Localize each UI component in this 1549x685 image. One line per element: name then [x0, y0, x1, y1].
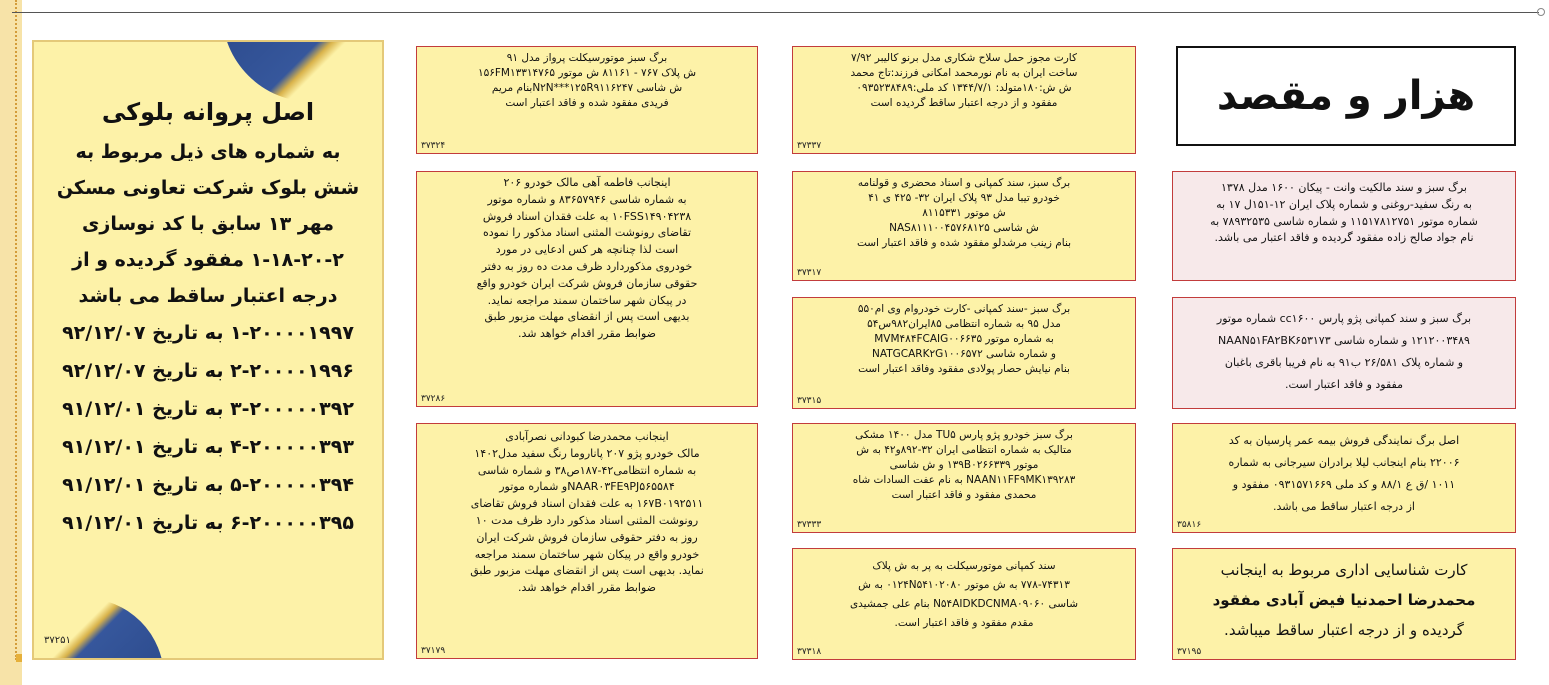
- ad-line: ساخت ایران به نام نورمحمد امکانی فرزند:تاج محمد: [850, 67, 1078, 79]
- decorative-swirl-bottom: [32, 598, 164, 660]
- block-permit-item: ۵-۲۰۰۰۰۰۳۹۴ به تاریخ ۹۱/۱۲/۰۱: [62, 474, 354, 496]
- ad-line: ش شاسی NAS۸۱۱۱۰۰۴۵۷۶۸۱۲۵: [889, 222, 1039, 234]
- site-logo: [1176, 46, 1516, 146]
- ad-line: رونوشت المثنی اسناد مذکور دارد ظرف مدت ۱۰: [475, 513, 699, 527]
- ad-line: محمدی مفقود و فاقد اعتبار است: [891, 489, 1037, 501]
- ad-line: در پیکان شهر ساختمان سمند مراجعه نماید.: [487, 293, 687, 307]
- ad-line: برگ سبز -سند کمپانی -کارت خودروام وی ام۵۵۰: [857, 303, 1071, 315]
- ad-line: مفقود و از درجه اعتبار ساقط گردیده است: [870, 97, 1058, 109]
- classified-ad: [1172, 423, 1516, 533]
- ad-line: اصل برگ نمایندگی فروش بیمه عمر پارسیان به کد: [1228, 434, 1460, 447]
- ad-line: محمدرضا احمدنیا فیض آبادی مفقود: [1212, 591, 1476, 609]
- ad-line: ۷۷۸-۷۴۳۱۳ به ش موتور ۰۱۲۴N۵۴۱۰۲۰۸۰ به ش: [858, 579, 1070, 591]
- ad-line: از درجه اعتبار ساقط می باشد.: [1273, 500, 1415, 513]
- ad-line: تقاضای رونوشت المثنی اسناد مذکور را نموده: [482, 226, 692, 240]
- ad-line: و شماره پلاک ۲۶/۵۸۱ ب۹۱ به نام فریبا باقری باغبان: [1224, 356, 1464, 369]
- block-permit-line: به شماره های ذیل مربوط به: [75, 141, 341, 163]
- top-rule: [12, 12, 1539, 13]
- classified-ad: [416, 46, 758, 154]
- ad-line: ۱۲۱۲۰۰۳۴۸۹ و شماره شاسی NAAN۵۱FA۲BK۶۵۳۱۷۳: [1218, 334, 1470, 347]
- ad-line: برگ سبز موتورسیکلت پرواز مدل ۹۱: [506, 52, 668, 64]
- ad-line: نام جواد صالح زاده مفقود گردیده و فاقد اعتبار می باشد.: [1214, 231, 1474, 245]
- ad-line: اینجانب فاطمه آهی مالک خودرو ۲۰۶: [503, 176, 671, 189]
- ad-line: NAAN۱۱FF۹MK۱۳۹۲۸۳ به نام عفت السادات شاه: [852, 474, 1076, 486]
- ad-line: است لذا چنانچه هر کس ادعایی در مورد: [495, 243, 679, 257]
- ad-code: ۳۷۳۱۵: [797, 396, 822, 406]
- block-permit-line: مهر ۱۳ سابق با کد نوسازی: [81, 213, 334, 235]
- ad-line: برگ سبز و سند مالکیت وانت - پیکان ۱۶۰۰ مدل ۱۳۷۸: [1221, 181, 1467, 194]
- ad-code: ۳۷۱۹۵: [1177, 647, 1202, 657]
- classified-ad: [416, 423, 758, 659]
- ad-code: ۳۷۳۲۴: [421, 141, 446, 151]
- ad-line: حقوقی سازمان فروش شرکت ایران خودرو واقع: [476, 276, 698, 290]
- ad-line: ش موتور ۸۱۱۵۳۳۱: [922, 207, 1006, 219]
- left-dotted-rule: [15, 0, 17, 660]
- ad-line: موتور ۱۳۹B۰۲۶۶۳۳۹ و ش شاسی: [889, 459, 1039, 471]
- ad-line: به شماره شاسی ۸۳۶۵۷۹۴۶ و شماره موتور: [487, 192, 687, 206]
- ad-line: گردیده و از درجه اعتبار ساقط میباشد.: [1224, 621, 1464, 639]
- block-permit-item: ۲-۲۰۰۰۰۱۹۹۶ به تاریخ ۹۲/۱۲/۰۷: [62, 360, 354, 382]
- ad-line: ش ش:۱۸۰متولد: ۱۳۴۴/۷/۱ کد ملی:۰۹۳۵۲۳۸۴۸۹: [856, 82, 1072, 94]
- ad-line: برگ سبز خودرو پژو پارس TU۵ مدل ۱۴۰۰ مشکی: [855, 429, 1073, 441]
- classified-ad: [792, 171, 1136, 281]
- ad-line: خودرو تیبا مدل ۹۳ پلاک ایران ۳۲- ۴۲۵ ی ۴۱: [868, 192, 1060, 204]
- ad-line: اینجانب محمدرضا کبودانی نصرآبادی: [505, 430, 669, 443]
- ad-code: ۳۷۳۳۷: [797, 141, 822, 151]
- block-permit-line: درجه اعتبار ساقط می باشد: [78, 285, 338, 307]
- ad-line: ۲۲۰۰۶ بنام اینجانب لیلا برادران سیرجانی به شماره: [1228, 456, 1460, 469]
- logo-text: هزار و مقصد: [1216, 73, 1476, 119]
- block-permit-item: ۳-۲۰۰۰۰۰۳۹۲ به تاریخ ۹۱/۱۲/۰۱: [62, 398, 354, 420]
- ad-line: برگ سبز و سند کمپانی پژو پارس cc۱۶۰۰ شماره موتور: [1216, 312, 1472, 325]
- ad-line: ۱۶۷B۰۱۹۲۵۱۱ به علت فقدان اسناد فروش تقاضای: [470, 497, 704, 511]
- block-permit-item: ۴-۲۰۰۰۰۰۳۹۳ به تاریخ ۹۱/۱۲/۰۱: [62, 436, 354, 458]
- ad-code: ۳۷۲۵۱: [44, 635, 71, 646]
- classified-ad: [792, 423, 1136, 533]
- classified-ad: [1172, 171, 1516, 281]
- ad-code: ۳۵۸۱۶: [1177, 520, 1202, 530]
- ad-line: سند کمپانی موتورسیکلت به پر به ش پلاک: [872, 560, 1056, 572]
- classified-ad: [792, 297, 1136, 409]
- block-permit-item: ۱-۲۰۰۰۰۱۹۹۷ به تاریخ ۹۲/۱۲/۰۷: [62, 322, 354, 344]
- ad-line: مدل ۹۵ به شماره انتظامی ۸۵ایران۹۸۲س۵۴: [867, 318, 1061, 330]
- ad-line: ضوابط مقرر اقدام خواهد شد.: [518, 327, 656, 341]
- ad-line: متالیک به شماره انتظامی ایران ۳۲-۸۹۲و۴۲ به ش: [856, 444, 1072, 456]
- ad-line: ش شاسی N۲N***۱۲۵R۹۱۱۶۲۴۷بنام مریم: [491, 82, 683, 94]
- ad-code: ۳۷۳۱۷: [797, 268, 822, 278]
- ad-line: به رنگ سفید-روغنی و شماره پلاک ایران ۱۲-۱۵۱ل ۱۷ به: [1216, 197, 1472, 211]
- ad-line: برگ سبز، سند کمپانی و اسناد محضری و قولنامه: [857, 177, 1071, 189]
- ad-line: خودرو واقع در پیکان شهر ساختمان سمند مراجعه: [474, 547, 700, 561]
- ad-line: شاسی N۵۴AIDKDCNMA۰۹۰۶۰ بنام علی جمشیدی: [849, 598, 1079, 610]
- ad-line: بنام نیایش حصار پولادی مفقود وفاقد اعتبار است: [858, 363, 1070, 375]
- ad-line: به شماره موتور MVM۴۸۴FCAIG۰۰۶۶۳۵: [874, 333, 1054, 345]
- ad-line: فریدی مفقود شده و فاقد اعتبار است: [505, 97, 669, 109]
- classified-ad: [792, 548, 1136, 660]
- ad-code: ۳۷۳۱۸: [797, 647, 822, 657]
- left-marker: [16, 654, 22, 662]
- classified-ad: [792, 46, 1136, 154]
- ad-line: ش پلاک ۷۶۷ - ۸۱۱۶۱ ش موتور ۱۵۶FM۱۳۳۱۴۷۶۵: [477, 67, 697, 79]
- ad-line: به شماره انتظامی۴۲-۱۸۷ص۳۸ و شماره شاسی: [477, 463, 697, 477]
- ad-code: ۳۷۳۳۳: [797, 520, 822, 530]
- ad-code: ۳۷۲۸۶: [421, 394, 446, 404]
- block-permit-line: ۱-۱۸-۲۰-۲ مفقود گردیده و از: [72, 249, 344, 271]
- ad-line: کارت شناسایی اداری مربوط به اینجانب: [1220, 561, 1468, 579]
- block-permit-item: ۶-۲۰۰۰۰۰۳۹۵ به تاریخ ۹۱/۱۲/۰۱: [62, 512, 354, 534]
- decorative-swirl-top: [222, 40, 384, 102]
- ad-line: بدیهی است پس از انقضای مهلت مزبور طبق: [484, 310, 690, 324]
- ad-line: ۱۰۱۱ /ق ع ۸۸/۱ و کد ملی ۰۹۳۱۵۷۱۶۶۹ مفقود و: [1232, 478, 1456, 491]
- ad-line: ضوابط مقرر اقدام خواهد شد.: [518, 581, 656, 595]
- ad-line: کارت مجوز حمل سلاح شکاری مدل برنو کالیبر ۷/۹۲: [850, 52, 1077, 64]
- ad-line: روز به دفتر حقوقی سازمان فروش شرکت ایران: [476, 530, 698, 544]
- classified-ad: [1172, 548, 1516, 660]
- ad-line: ۱۰FSS۱۴۹۰۴۲۳۸ به علت فقدان اسناد فروش: [482, 209, 692, 223]
- block-permit-line: شش بلوک شرکت تعاونی مسکن: [56, 177, 360, 199]
- ad-code: ۳۷۱۷۹: [421, 646, 446, 656]
- ad-line: مقدم مفقود و فاقد اعتبار است.: [894, 617, 1034, 629]
- block-permit-ad: [32, 40, 384, 660]
- classified-ad: [416, 171, 758, 407]
- ad-line: و شماره شاسی NATGCARK۲G۱۰۰۶۵۷۲: [871, 348, 1056, 360]
- ad-line: بنام زینب مرشدلو مفقود شده و فاقد اعتبار است: [856, 237, 1072, 249]
- corner-mark: [1537, 8, 1545, 16]
- left-border-strip: [0, 0, 22, 685]
- ad-line: شماره موتور ۱۱۵۱۷۸۱۲۷۵۱ و شماره شاسی ۷۸۹۳۲۵۳۵ به: [1210, 214, 1478, 228]
- ad-line: نماید. بدیهی است پس از انقضای مهلت مزبور طبق: [470, 564, 704, 578]
- block-permit-title: اصل پروانه بلوکی: [101, 98, 315, 126]
- ad-line: خودروی مذکوردارد ظرف مدت ده روز به دفتر: [481, 259, 693, 273]
- classified-ad: [1172, 297, 1516, 409]
- ad-line: مفقود و فاقد اعتبار است.: [1284, 378, 1404, 391]
- ad-line: NAAR۰۳FE۹PJ۵۶۵۵۸۴و شماره موتور: [499, 480, 675, 494]
- ad-line: مالک خودرو پژو ۲۰۷ پاناروما رنگ سفید مدل۱۴۰۲: [474, 446, 700, 460]
